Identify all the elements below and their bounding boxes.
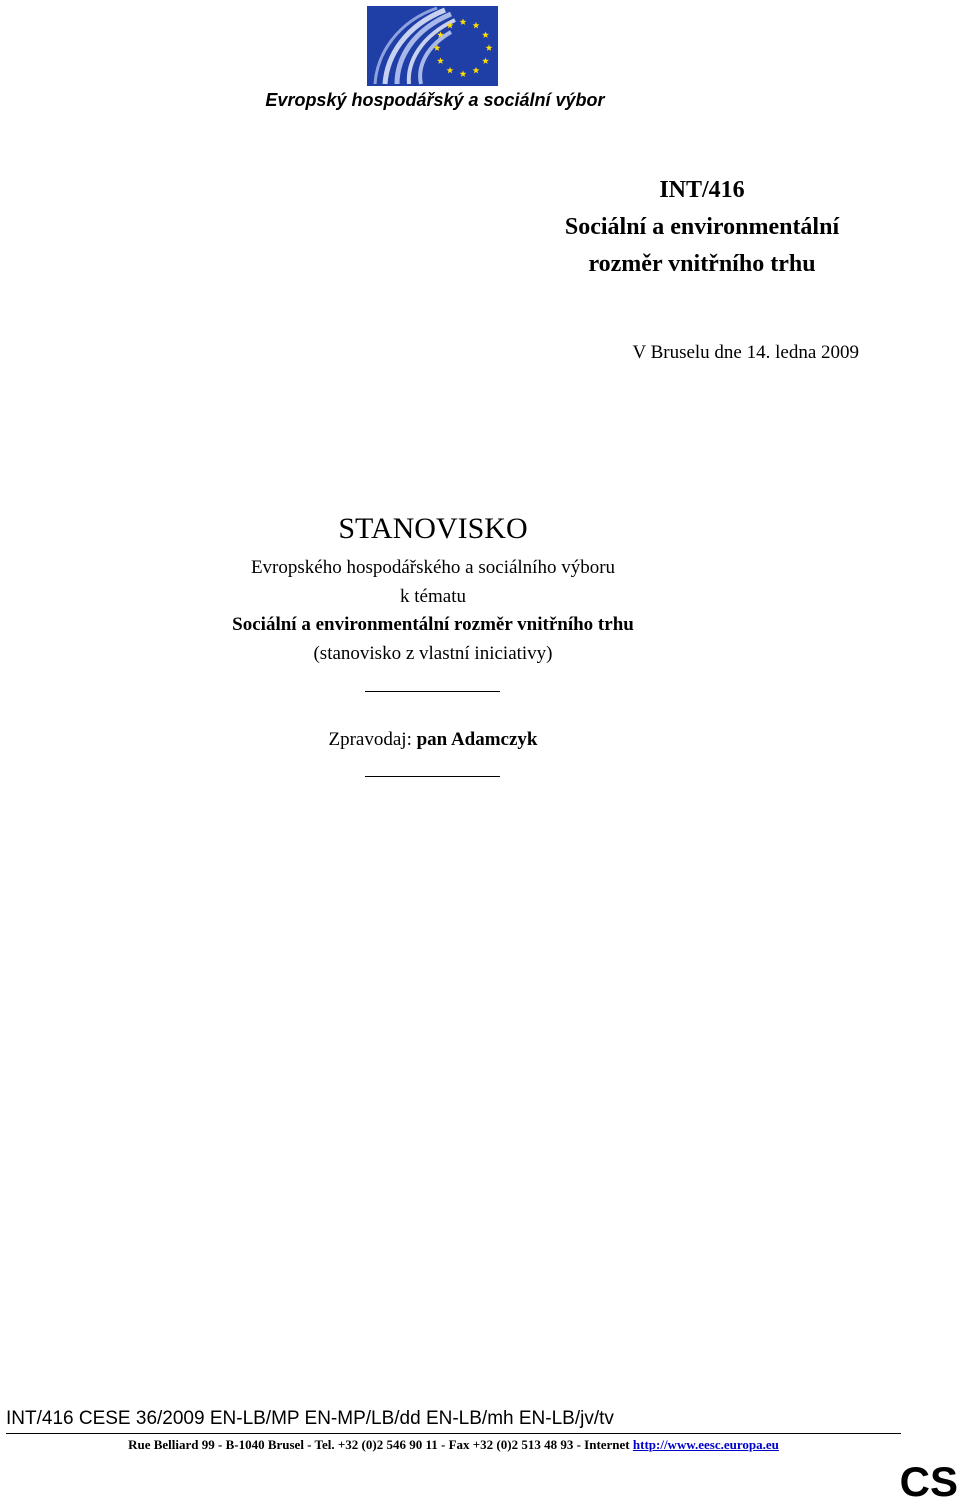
opinion-type: (stanovisko z vlastní iniciativy) [313,643,553,664]
opinion-subject: Sociální a environmentální rozměr vnitřního trhu [232,614,634,635]
footer-reference: INT/416 CESE 36/2009 EN-LB/MP EN-MP/LB/dd EN-LB/mh EN-LB/jv/tv [6,1408,614,1429]
eesc-logo-icon [367,6,498,86]
document-date: V Bruselu dne 14. ledna 2009 [632,342,859,363]
committee-name: Evropského hospodářského a sociálního výboru [250,557,616,578]
reference-title-line2: rozměr vnitřního trhu [588,251,816,277]
website-link[interactable]: http://www.eesc.europa.eu [632,1437,779,1452]
rapporteur-line [0,729,866,751]
reference-title-line1: Sociální a environmentální [564,214,840,240]
rapporteur-label: Zpravodaj: [328,729,412,750]
reference-code: INT/416 [659,177,745,203]
document-reference-block [520,172,884,283]
footer-rule [6,1433,901,1434]
on-subject-label: k tématu [400,586,466,607]
footer-address-line [6,1437,901,1453]
separator-rule-bottom [365,776,500,777]
opinion-heading: STANOVISKO [338,512,528,545]
separator-rule-top [365,691,500,692]
language-code: CS [899,1458,958,1505]
organisation-name: Evropský hospodářský a sociální výbor [265,90,605,110]
rapporteur-name: pan Adamczyk [416,729,538,750]
footer-address: Rue Belliard 99 - B-1040 Brusel - Tel. +32 (0)2 546 90 11 - Fax +32 (0)2 513 48 93 - Internet [128,1437,633,1452]
